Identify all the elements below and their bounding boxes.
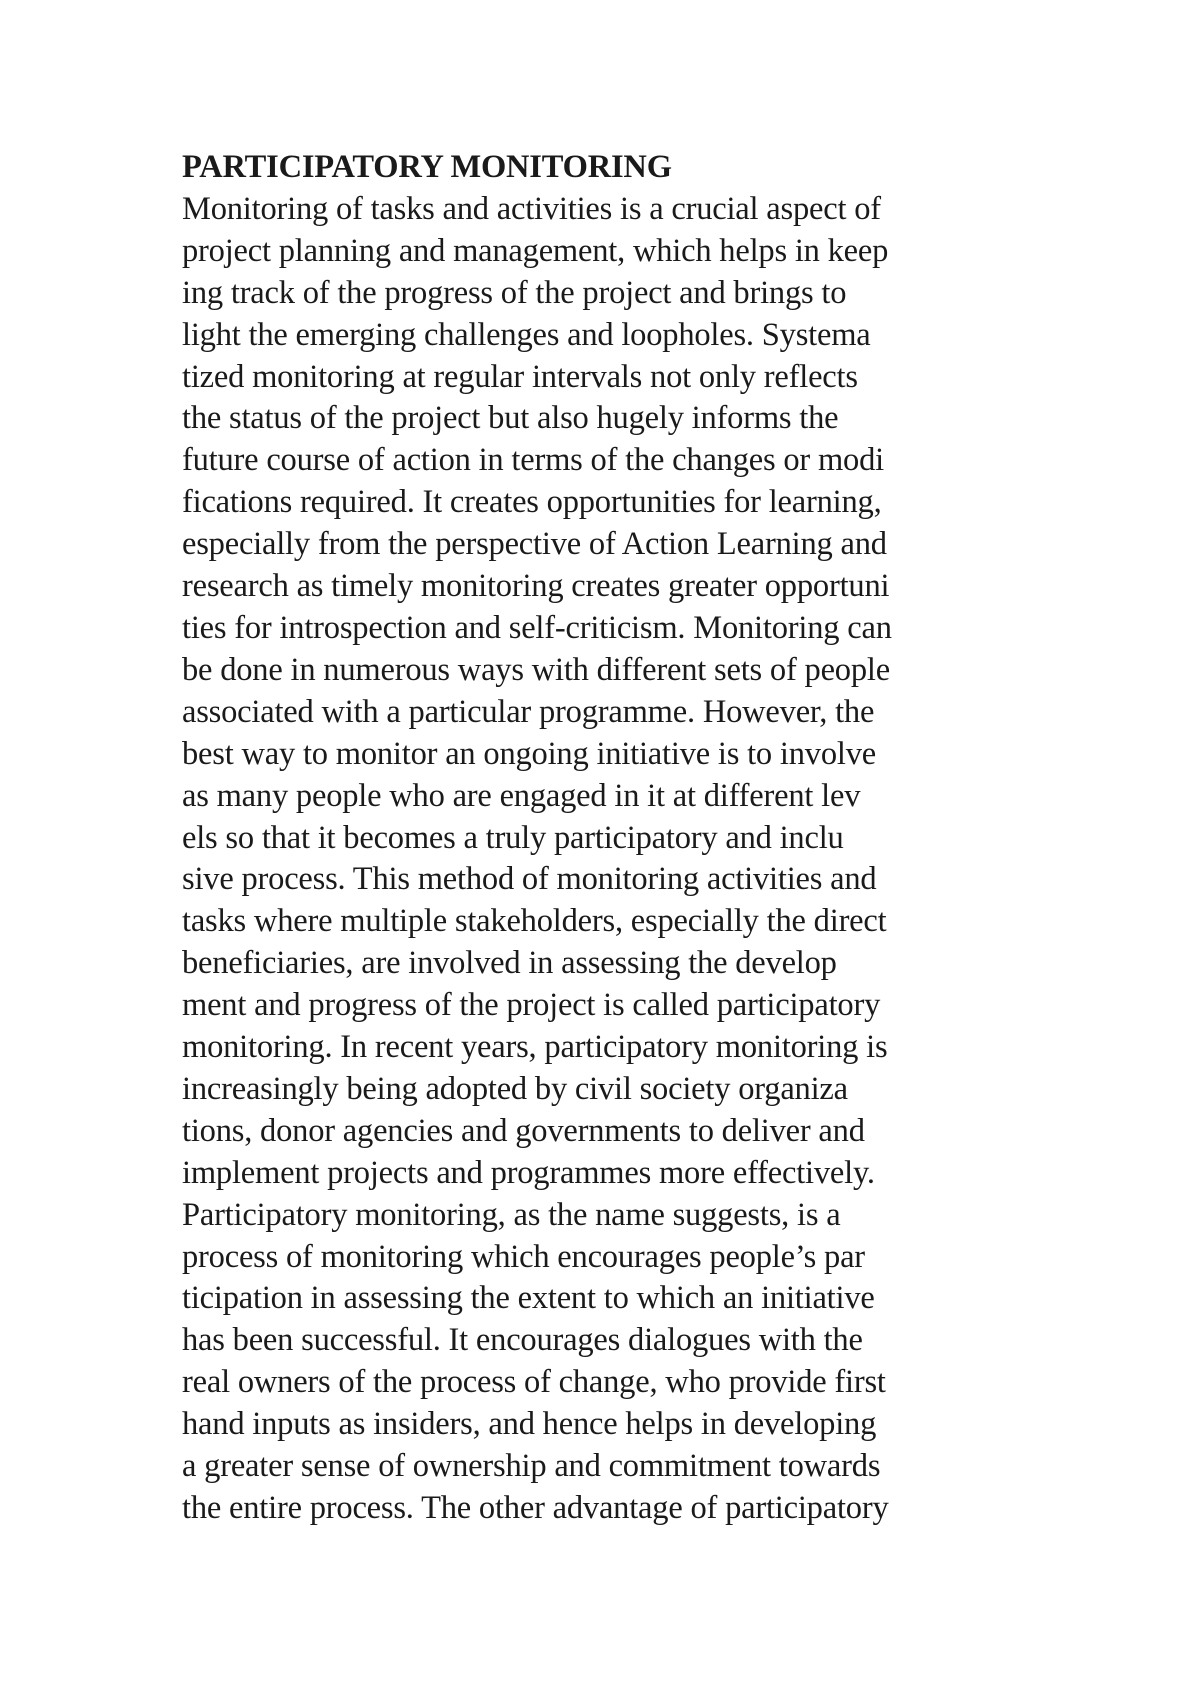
text-line: a greater sense of ownership and commitment towards [182,1448,881,1485]
text-line: ties for introspection and self-criticism. Monitoring can [182,609,892,646]
text-line: be done in numerous ways with different sets of people [182,651,890,688]
text-line: the entire process. The other advantage of participatory [182,1490,889,1526]
text-line: sive process. This method of monitoring activities and [182,861,877,898]
text-line: associated with a particular programme. However, the [182,693,875,730]
text-line: ticipation in assessing the extent to which an initiative [182,1280,875,1317]
text-line: as many people who are engaged in it at different lev [182,777,861,814]
text-line: ment and progress of the project is called participatory [182,987,881,1024]
text-line: light the emerging challenges and loopholes. Systema [182,316,871,353]
text-line: monitoring. In recent years, participatory monitoring is [182,1029,888,1066]
page-title: PARTICIPATORY MONITORING [182,149,672,185]
text-line: especially from the perspective of Action Learning and [182,526,887,563]
text-line: best way to monitor an ongoing initiative is to involve [182,735,876,772]
text-line: project planning and management, which helps in keep [182,232,889,269]
text-line: beneficiaries, are involved in assessing the develop [182,945,837,982]
text-line: hand inputs as insiders, and hence helps in developing [182,1406,877,1443]
text-line: els so that it becomes a truly participatory and inclu [182,819,844,856]
text-line: fications required. It creates opportunities for learning, [182,484,882,521]
text-line: ing track of the progress of the project and brings to [182,274,847,311]
text-line: has been successful. It encourages dialogues with the [182,1322,863,1359]
text-line: implement projects and programmes more effectively. [182,1154,875,1191]
text-line: real owners of the process of change, who provide first [182,1364,886,1401]
text-line: tasks where multiple stakeholders, especially the direct [182,903,887,940]
text-line: tions, donor agencies and governments to deliver and [182,1112,865,1149]
body-text-block [182,147,1022,1530]
text-line: process of monitoring which encourages people’s par [182,1238,865,1275]
text-line: Participatory monitoring, as the name suggests, is a [182,1196,841,1233]
text-line: tized monitoring at regular intervals not only reflects [182,358,858,395]
text-line: research as timely monitoring creates greater opportuni [182,568,890,605]
text-line: future course of action in terms of the changes or modi [182,442,884,479]
text-line: increasingly being adopted by civil society organiza [182,1070,848,1107]
text-line: the status of the project but also hugely informs the [182,400,839,437]
text-line: Monitoring of tasks and activities is a crucial aspect of [182,190,881,227]
